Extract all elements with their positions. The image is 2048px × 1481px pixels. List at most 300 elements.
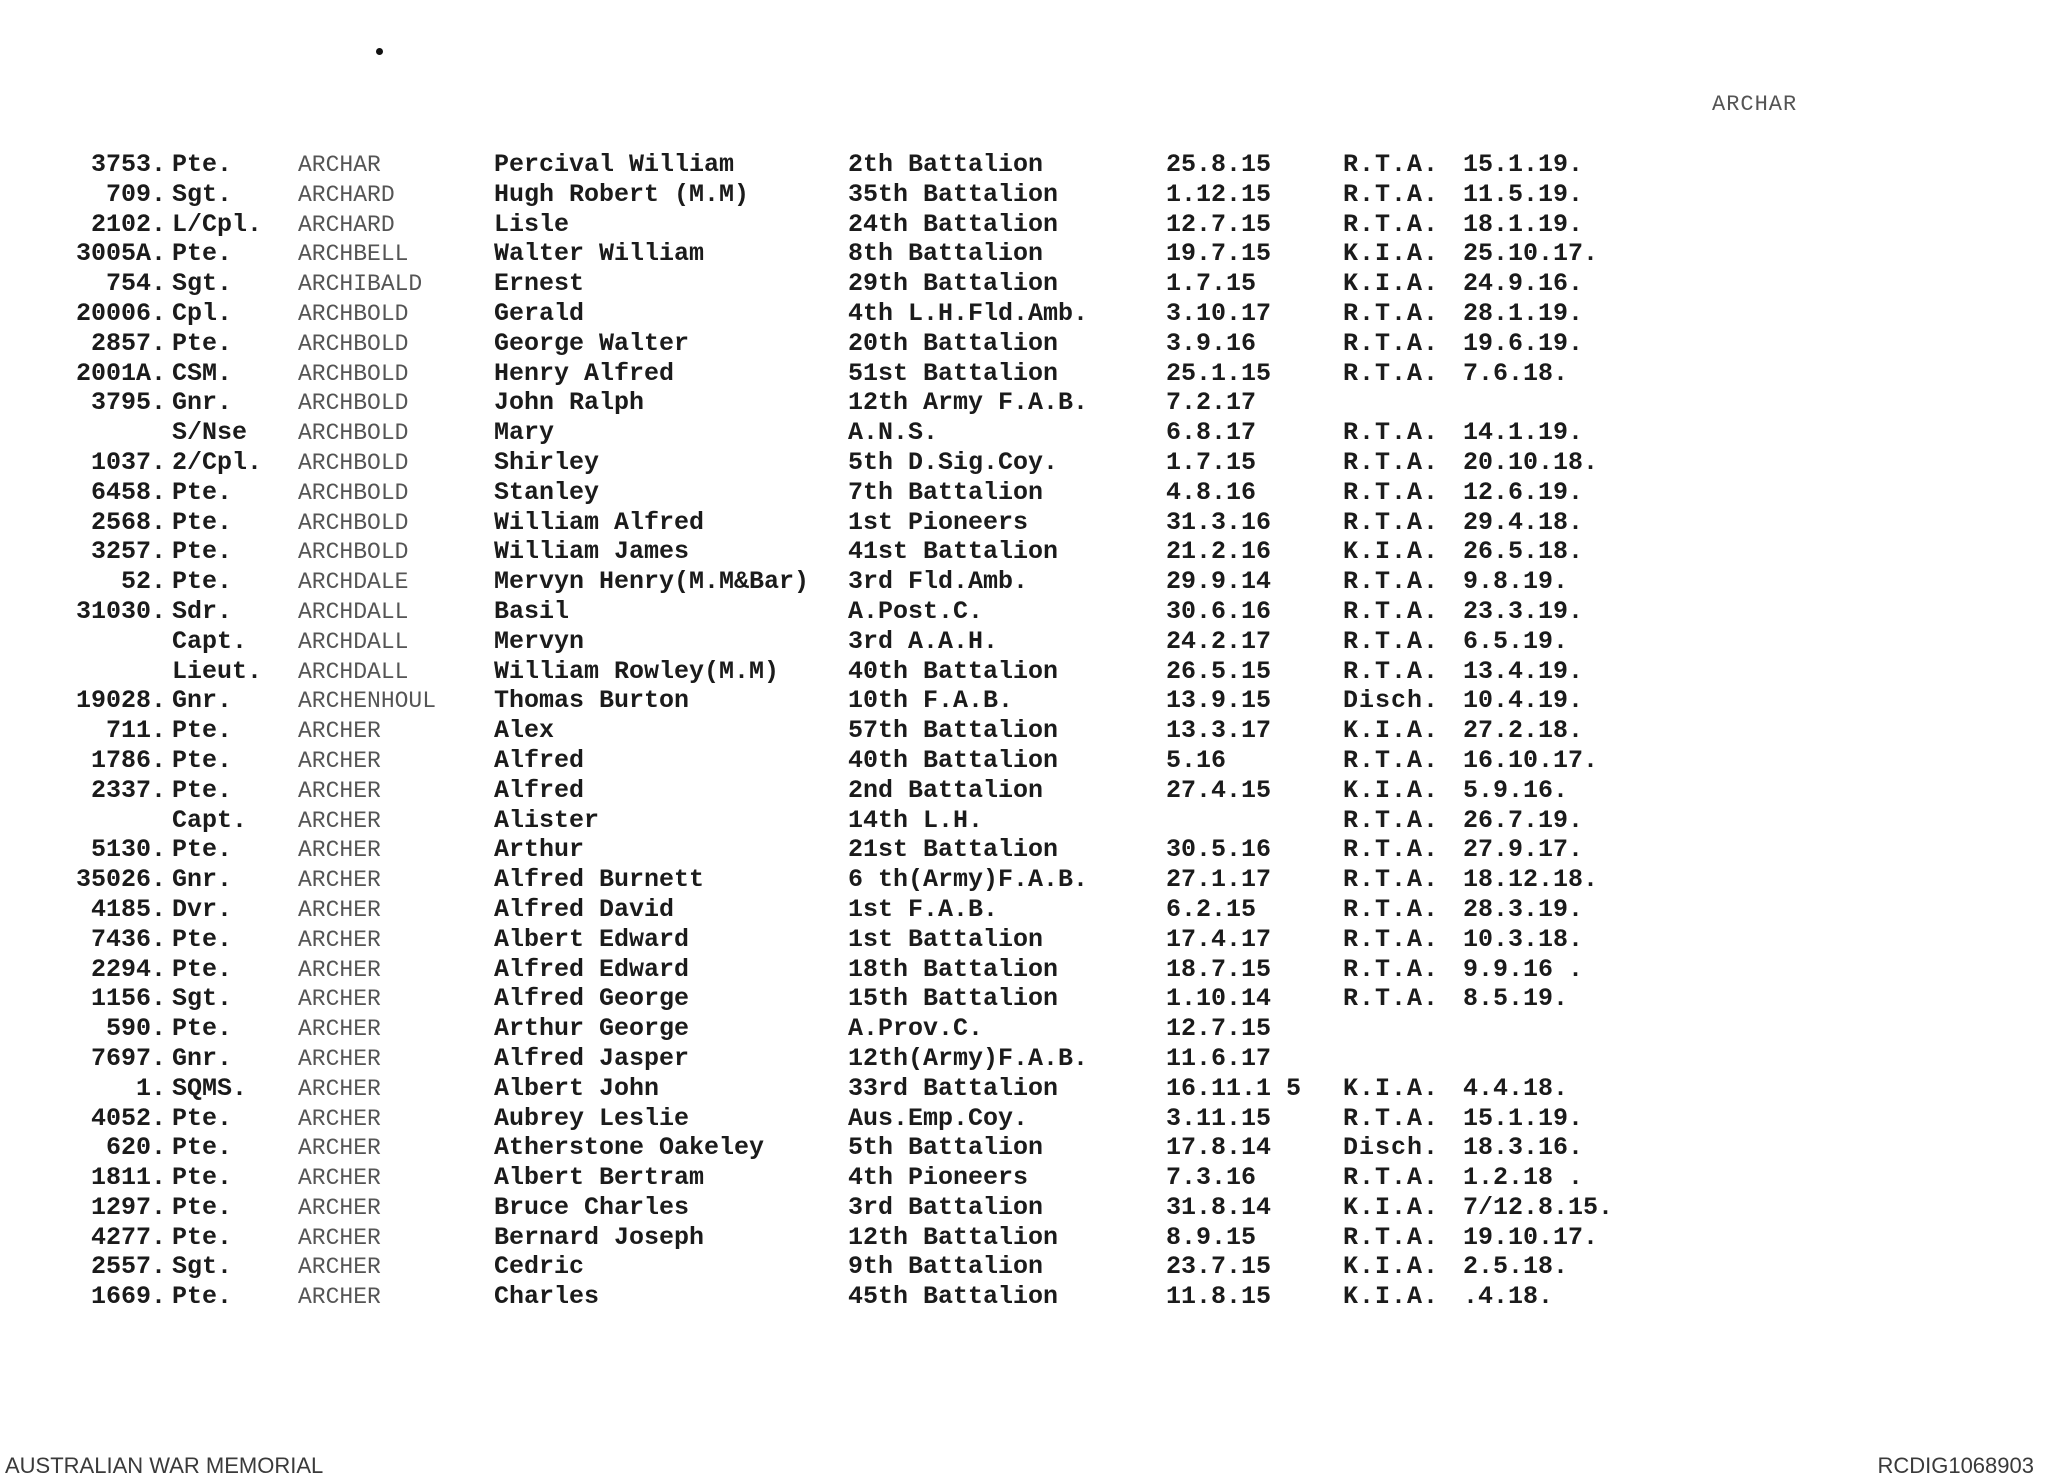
enlistment-date: 31.8.14: [1166, 1192, 1272, 1222]
given-names: Thomas Burton: [494, 686, 690, 716]
fate-date: 14.1.19.: [1463, 418, 1584, 448]
roll-entry: [0, 1044, 2048, 1074]
fate: R.T.A.: [1343, 1103, 1440, 1133]
enlistment-date: 30.6.16: [1166, 596, 1272, 626]
fate-date: 24.9.16.: [1463, 269, 1584, 299]
rank: Sgt.: [172, 269, 233, 299]
surname: ARCHBOLD: [298, 539, 409, 566]
enlistment-date: 7.2.17: [1166, 388, 1257, 418]
service-number: 2857.: [90, 328, 166, 358]
fate-date: 5.9.16.: [1463, 775, 1569, 805]
unit: 1st F.A.B.: [848, 894, 999, 924]
service-number: 711.: [105, 716, 166, 746]
enlistment-date: 18.7.15: [1166, 954, 1272, 984]
fate: R.T.A.: [1343, 626, 1440, 656]
surname: ARCHER: [298, 1135, 381, 1162]
surname: ARCHBOLD: [298, 360, 409, 387]
fate-date: 1.2.18 .: [1463, 1163, 1584, 1193]
surname: ARCHER: [298, 867, 381, 894]
enlistment-date: 13.9.15: [1166, 686, 1272, 716]
fate-date: 2.5.18.: [1463, 1252, 1569, 1282]
unit: 6 th(Army)F.A.B.: [848, 865, 1089, 895]
enlistment-date: 30.5.16: [1166, 835, 1272, 865]
rank: Pte.: [172, 745, 233, 775]
fate: K.I.A.: [1343, 239, 1440, 269]
roll-entry: [0, 716, 2048, 746]
service-number: 7697.: [90, 1043, 166, 1073]
given-names: Percival William: [494, 150, 735, 179]
rank: Cpl.: [172, 298, 233, 328]
rank: Gnr.: [172, 388, 233, 418]
given-names: Albert John: [494, 1073, 660, 1103]
rank: Pte.: [172, 924, 233, 954]
surname: ARCHER: [298, 1224, 381, 1251]
given-names: Ernest: [494, 269, 585, 299]
fate: R.T.A.: [1343, 328, 1440, 358]
roll-entry: [0, 210, 2048, 240]
service-number: 1297.: [90, 1192, 166, 1222]
surname: ARCHBOLD: [298, 390, 409, 417]
enlistment-date: 25.8.15: [1166, 150, 1272, 179]
fate: R.T.A.: [1343, 656, 1440, 686]
fate-date: 27.9.17.: [1463, 835, 1584, 865]
given-names: Alfred George: [494, 984, 690, 1014]
enlistment-date: 21.2.16: [1166, 537, 1272, 567]
unit: 12th Army F.A.B.: [848, 388, 1089, 418]
rank: Pte.: [172, 477, 233, 507]
fate: R.T.A.: [1343, 418, 1440, 448]
surname: ARCHER: [298, 1016, 381, 1043]
given-names: William Rowley(M.M): [494, 656, 780, 686]
fate-date: 18.12.18.: [1463, 865, 1599, 895]
rank: Pte.: [172, 507, 233, 537]
service-number: 3795.: [90, 388, 166, 418]
given-names: Mervyn Henry(M.M&Bar): [494, 567, 810, 597]
rank: Pte.: [172, 1222, 233, 1252]
roll-entry: [0, 567, 2048, 597]
surname: ARCHENHOUL: [298, 688, 437, 715]
given-names: Alfred Burnett: [494, 865, 705, 895]
rank: Sgt.: [172, 984, 233, 1014]
fate: K.I.A.: [1343, 269, 1440, 299]
rank: Pte.: [172, 328, 233, 358]
rank: Sgt.: [172, 1252, 233, 1282]
unit: 5th Battalion: [848, 1133, 1044, 1163]
fate: R.T.A.: [1343, 298, 1440, 328]
fate-date: 7/12.8.15.: [1463, 1192, 1614, 1222]
roll-entry: [0, 418, 2048, 448]
fate: Disch.: [1343, 1133, 1440, 1163]
service-number: 1786.: [90, 745, 166, 775]
enlistment-date: 17.4.17: [1166, 924, 1272, 954]
rank: Capt.: [172, 626, 248, 656]
enlistment-date: 3.11.15: [1166, 1103, 1272, 1133]
roll-entry: [0, 1104, 2048, 1134]
given-names: Stanley: [494, 477, 600, 507]
fate: R.T.A.: [1343, 924, 1440, 954]
service-number: 35026.: [75, 865, 166, 895]
given-names: Arthur: [494, 835, 585, 865]
surname: ARCHER: [298, 747, 381, 774]
given-names: Alfred David: [494, 894, 675, 924]
fate-date: 20.10.18.: [1463, 447, 1599, 477]
rank: Pte.: [172, 537, 233, 567]
unit: 24th Battalion: [848, 209, 1059, 239]
given-names: Basil: [494, 596, 570, 626]
roll-entry: [0, 269, 2048, 299]
service-number: 754.: [105, 269, 166, 299]
fate: R.T.A.: [1343, 954, 1440, 984]
roll-entry: [0, 1282, 2048, 1312]
rank: Pte.: [172, 1192, 233, 1222]
given-names: Gerald: [494, 298, 585, 328]
surname: ARCHAR: [298, 152, 381, 178]
fate-date: 27.2.18.: [1463, 716, 1584, 746]
roll-entry: [0, 865, 2048, 895]
enlistment-date: 11.8.15: [1166, 1282, 1272, 1312]
enlistment-date: 3.10.17: [1166, 298, 1272, 328]
enlistment-date: 26.5.15: [1166, 656, 1272, 686]
given-names: Albert Edward: [494, 924, 690, 954]
given-names: Alex: [494, 716, 555, 746]
roll-entry: [0, 806, 2048, 836]
service-number: 1811.: [90, 1163, 166, 1193]
fate: R.T.A.: [1343, 150, 1440, 179]
fate: R.T.A.: [1343, 894, 1440, 924]
fate: R.T.A.: [1343, 447, 1440, 477]
service-number: 3753.: [90, 150, 166, 179]
rank: Pte.: [172, 716, 233, 746]
fate-date: 26.5.18.: [1463, 537, 1584, 567]
rank: Pte.: [172, 775, 233, 805]
roll-entry: [0, 835, 2048, 865]
surname: ARCHARD: [298, 211, 395, 238]
unit: A.Post.C.: [848, 596, 984, 626]
rank: Pte.: [172, 1163, 233, 1193]
unit: 33rd Battalion: [848, 1073, 1059, 1103]
surname: ARCHER: [298, 1165, 381, 1192]
fate: R.T.A.: [1343, 209, 1440, 239]
fate-date: 10.3.18.: [1463, 924, 1584, 954]
fate: K.I.A.: [1343, 1282, 1440, 1312]
given-names: William Alfred: [494, 507, 705, 537]
unit: 10th F.A.B.: [848, 686, 1014, 716]
surname: ARCHBELL: [298, 241, 409, 268]
enlistment-date: 19.7.15: [1166, 239, 1272, 269]
fate-date: 8.5.19.: [1463, 984, 1569, 1014]
ink-speck: [376, 48, 383, 55]
fate-date: 13.4.19.: [1463, 656, 1584, 686]
fate-date: 18.3.16.: [1463, 1133, 1584, 1163]
given-names: Bernard Joseph: [494, 1222, 705, 1252]
roll-entry: [0, 1193, 2048, 1223]
unit: 1st Battalion: [848, 924, 1044, 954]
enlistment-date: 12.7.15: [1166, 1014, 1272, 1044]
surname: ARCHER: [298, 1254, 381, 1281]
unit: 7th Battalion: [848, 477, 1044, 507]
given-names: Bruce Charles: [494, 1192, 690, 1222]
surname: ARCHBOLD: [298, 479, 409, 506]
service-number: 590.: [105, 1014, 166, 1044]
enlistment-date: 23.7.15: [1166, 1252, 1272, 1282]
fate-date: 15.1.19.: [1463, 150, 1584, 179]
fate: R.T.A.: [1343, 179, 1440, 209]
roll-entry: [0, 1223, 2048, 1253]
roll-entry: [0, 448, 2048, 478]
surname: ARCHDALL: [298, 658, 409, 685]
fate: R.T.A.: [1343, 1222, 1440, 1252]
surname: ARCHBOLD: [298, 449, 409, 476]
fate: K.I.A.: [1343, 1073, 1440, 1103]
rank: Dvr.: [172, 894, 233, 924]
surname: ARCHER: [298, 807, 381, 834]
rank: Pte.: [172, 567, 233, 597]
surname: ARCHER: [298, 837, 381, 864]
rank: Capt.: [172, 805, 248, 835]
rank: 2/Cpl.: [172, 447, 263, 477]
roll-entry: [0, 329, 2048, 359]
roll-entry: [0, 686, 2048, 716]
fate-date: .4.18.: [1463, 1282, 1554, 1312]
roll-entry: [0, 150, 2048, 180]
unit: 4th L.H.Fld.Amb.: [848, 298, 1089, 328]
unit: 40th Battalion: [848, 656, 1059, 686]
unit: 12th Battalion: [848, 1222, 1059, 1252]
unit: 29th Battalion: [848, 269, 1059, 299]
surname: ARCHER: [298, 1194, 381, 1221]
surname: ARCHBOLD: [298, 300, 409, 327]
roll-entry: [0, 925, 2048, 955]
service-number: 2001A.: [75, 358, 166, 388]
roll-entry: [0, 239, 2048, 269]
fate-date: 10.4.19.: [1463, 686, 1584, 716]
roll-entry: [0, 299, 2048, 329]
service-number: 2294.: [90, 954, 166, 984]
enlistment-date: 11.6.17: [1166, 1043, 1272, 1073]
fate-date: 6.5.19.: [1463, 626, 1569, 656]
fate: K.I.A.: [1343, 1252, 1440, 1282]
rank: Pte.: [172, 1103, 233, 1133]
unit: 57th Battalion: [848, 716, 1059, 746]
service-number: 4052.: [90, 1103, 166, 1133]
surname: ARCHER: [298, 1284, 381, 1311]
rank: SQMS.: [172, 1073, 248, 1103]
roll-entry: [0, 597, 2048, 627]
unit: 41st Battalion: [848, 537, 1059, 567]
fate: R.T.A.: [1343, 596, 1440, 626]
fate: R.T.A.: [1343, 835, 1440, 865]
fate-date: 28.1.19.: [1463, 298, 1584, 328]
given-names: William James: [494, 537, 690, 567]
surname: ARCHER: [298, 1105, 381, 1132]
rank: Pte.: [172, 1133, 233, 1163]
given-names: Alfred Jasper: [494, 1043, 690, 1073]
enlistment-date: 6.8.17: [1166, 418, 1257, 448]
fate: R.T.A.: [1343, 507, 1440, 537]
enlistment-date: 1.7.15: [1166, 447, 1257, 477]
service-number: 6458.: [90, 477, 166, 507]
given-names: Albert Bertram: [494, 1163, 705, 1193]
fate-date: 19.6.19.: [1463, 328, 1584, 358]
service-number: 709.: [105, 179, 166, 209]
enlistment-date: 29.9.14: [1166, 567, 1272, 597]
given-names: Alfred Edward: [494, 954, 690, 984]
given-names: Lisle: [494, 209, 570, 239]
service-number: 7436.: [90, 924, 166, 954]
fate: R.T.A.: [1343, 358, 1440, 388]
enlistment-date: 4.8.16: [1166, 477, 1257, 507]
rank: CSM.: [172, 358, 233, 388]
rank: Pte.: [172, 835, 233, 865]
fate-date: 23.3.19.: [1463, 596, 1584, 626]
unit: 3rd Fld.Amb.: [848, 567, 1029, 597]
unit: Aus.Emp.Coy.: [848, 1103, 1029, 1133]
fate-date: 26.7.19.: [1463, 805, 1584, 835]
rank: Gnr.: [172, 1043, 233, 1073]
given-names: Alfred: [494, 775, 585, 805]
enlistment-date: 8.9.15: [1166, 1222, 1257, 1252]
surname: ARCHARD: [298, 181, 395, 208]
given-names: Mervyn: [494, 626, 585, 656]
service-number: 4277.: [90, 1222, 166, 1252]
unit: 2nd Battalion: [848, 775, 1044, 805]
surname: ARCHER: [298, 777, 381, 804]
fate: Disch.: [1343, 686, 1440, 716]
roll-entry: [0, 776, 2048, 806]
fate-date: 7.6.18.: [1463, 358, 1569, 388]
fate-date: 9.9.16 .: [1463, 954, 1584, 984]
roll-entry: [0, 388, 2048, 418]
fate-date: 11.5.19.: [1463, 179, 1584, 209]
unit: 1st Pioneers: [848, 507, 1029, 537]
fate: K.I.A.: [1343, 775, 1440, 805]
surname-heading: ARCHAR: [1712, 92, 1798, 117]
roll-entry: [0, 1014, 2048, 1044]
service-number: 2568.: [90, 507, 166, 537]
enlistment-date: 7.3.16: [1166, 1163, 1257, 1193]
unit: 20th Battalion: [848, 328, 1059, 358]
service-number: 5130.: [90, 835, 166, 865]
unit: 18th Battalion: [848, 954, 1059, 984]
given-names: Shirley: [494, 447, 600, 477]
rank: Gnr.: [172, 865, 233, 895]
service-number: 1669.: [90, 1282, 166, 1312]
fate: K.I.A.: [1343, 537, 1440, 567]
enlistment-date: 17.8.14: [1166, 1133, 1272, 1163]
fate-date: 19.10.17.: [1463, 1222, 1599, 1252]
surname: ARCHER: [298, 926, 381, 953]
surname: ARCHER: [298, 956, 381, 983]
enlistment-date: 1.7.15: [1166, 269, 1257, 299]
roll-entry: [0, 1133, 2048, 1163]
given-names: George Walter: [494, 328, 690, 358]
surname: ARCHBOLD: [298, 330, 409, 357]
nominal-roll-list: [0, 150, 2048, 1312]
given-names: Charles: [494, 1282, 600, 1312]
service-number: 2557.: [90, 1252, 166, 1282]
service-number: 20006.: [75, 298, 166, 328]
rank: Pte.: [172, 1014, 233, 1044]
fate: R.T.A.: [1343, 745, 1440, 775]
enlistment-date: 6.2.15: [1166, 894, 1257, 924]
fate-date: 4.4.18.: [1463, 1073, 1569, 1103]
given-names: Arthur George: [494, 1014, 690, 1044]
rank: Pte.: [172, 150, 233, 179]
roll-entry: [0, 359, 2048, 389]
enlistment-date: 24.2.17: [1166, 626, 1272, 656]
unit: 14th L.H.: [848, 805, 984, 835]
enlistment-date: 25.1.15: [1166, 358, 1272, 388]
roll-entry: [0, 1252, 2048, 1282]
rank: Pte.: [172, 239, 233, 269]
enlistment-date: 27.4.15: [1166, 775, 1272, 805]
roll-entry: [0, 537, 2048, 567]
unit: 2th Battalion: [848, 150, 1044, 179]
unit: 15th Battalion: [848, 984, 1059, 1014]
roll-entry: [0, 746, 2048, 776]
enlistment-date: 1.12.15: [1166, 179, 1272, 209]
surname: ARCHER: [298, 1045, 381, 1072]
enlistment-date: 1.10.14: [1166, 984, 1272, 1014]
unit: 9th Battalion: [848, 1252, 1044, 1282]
roll-entry: [0, 1163, 2048, 1193]
fate-date: 28.3.19.: [1463, 894, 1584, 924]
given-names: Walter William: [494, 239, 705, 269]
roll-entry: [0, 180, 2048, 210]
rank: L/Cpl.: [172, 209, 263, 239]
service-number: 1156.: [90, 984, 166, 1014]
roll-entry: [0, 478, 2048, 508]
roll-entry: [0, 1074, 2048, 1104]
given-names: Alfred: [494, 745, 585, 775]
rank: Lieut.: [172, 656, 263, 686]
unit: 8th Battalion: [848, 239, 1044, 269]
given-names: Henry Alfred: [494, 358, 675, 388]
surname: ARCHDALL: [298, 598, 409, 625]
roll-entry: [0, 984, 2048, 1014]
surname: ARCHIBALD: [298, 271, 423, 298]
fate: R.T.A.: [1343, 984, 1440, 1014]
service-number: 3257.: [90, 537, 166, 567]
fate-date: 29.4.18.: [1463, 507, 1584, 537]
fate: R.T.A.: [1343, 1163, 1440, 1193]
given-names: Mary: [494, 418, 555, 448]
fate-date: 16.10.17.: [1463, 745, 1599, 775]
service-number: 1.: [135, 1073, 166, 1103]
surname: ARCHER: [298, 986, 381, 1013]
given-names: Hugh Robert (M.M): [494, 179, 750, 209]
fate-date: 18.1.19.: [1463, 209, 1584, 239]
unit: 51st Battalion: [848, 358, 1059, 388]
roll-entry: [0, 657, 2048, 687]
rank: Pte.: [172, 954, 233, 984]
service-number: 2102.: [90, 209, 166, 239]
enlistment-date: 13.3.17: [1166, 716, 1272, 746]
service-number: 19028.: [75, 686, 166, 716]
unit: 45th Battalion: [848, 1282, 1059, 1312]
enlistment-date: 5.16: [1166, 745, 1227, 775]
service-number: 2337.: [90, 775, 166, 805]
unit: 12th(Army)F.A.B.: [848, 1043, 1089, 1073]
roll-entry: [0, 627, 2048, 657]
surname: ARCHER: [298, 1075, 381, 1102]
archive-id: RCDIG1068903: [1877, 1453, 2034, 1478]
unit: A.N.S.: [848, 418, 939, 448]
unit: 35th Battalion: [848, 179, 1059, 209]
enlistment-date: 27.1.17: [1166, 865, 1272, 895]
rank: S/Nse: [172, 418, 248, 448]
given-names: Aubrey Leslie: [494, 1103, 690, 1133]
